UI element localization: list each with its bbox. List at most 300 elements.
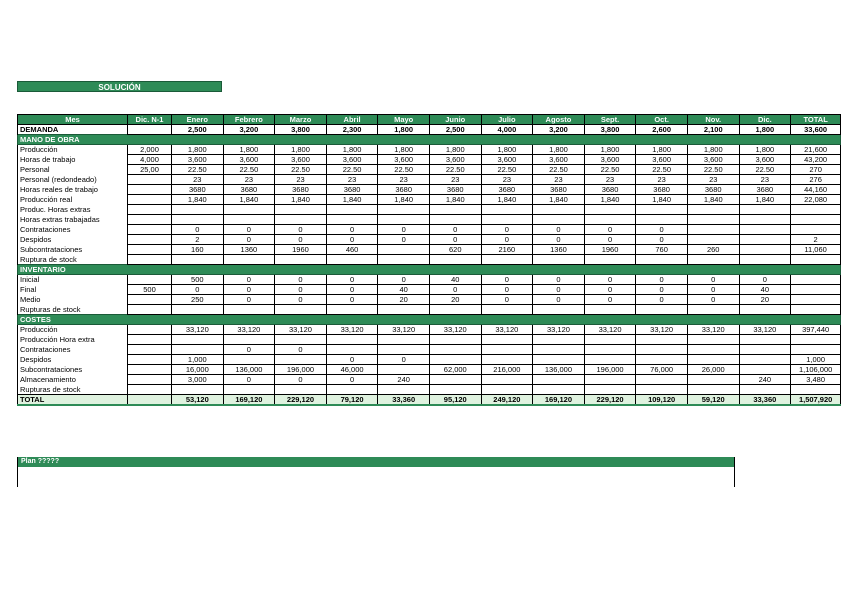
table-cell: 23 — [481, 175, 533, 185]
row-label: Produc. Horas extras — [18, 205, 128, 215]
row-label: TOTAL — [18, 395, 128, 406]
table-cell — [791, 345, 841, 355]
table-row — [18, 385, 841, 395]
table-cell: 0 — [378, 235, 430, 245]
section-header-row — [18, 135, 841, 145]
table-cell: 21,600 — [791, 145, 841, 155]
table-cell: 3,600 — [223, 155, 275, 165]
row-label: Personal — [18, 165, 128, 175]
table-cell: 3680 — [172, 185, 224, 195]
row-label: Horas de trabajo — [18, 155, 128, 165]
table-cell — [128, 175, 172, 185]
table-cell: 0 — [223, 345, 275, 355]
table-cell: 169,120 — [223, 395, 275, 406]
table-cell: 0 — [533, 275, 585, 285]
table-cell: 1,000 — [172, 355, 224, 365]
table-cell: 1,800 — [739, 145, 791, 155]
table-cell — [687, 305, 739, 315]
table-cell: 2,000 — [128, 145, 172, 155]
table-cell — [275, 355, 327, 365]
table-row — [18, 305, 841, 315]
table-cell: 33,120 — [533, 325, 585, 335]
table-row — [18, 285, 841, 295]
table-cell — [533, 375, 585, 385]
table-cell: 1960 — [275, 245, 327, 255]
table-cell: 0 — [275, 295, 327, 305]
column-header: Abril — [326, 115, 378, 125]
table-cell — [128, 275, 172, 285]
table-cell: 23 — [378, 175, 430, 185]
row-label: Subcontrataciones — [18, 245, 128, 255]
table-cell: 0 — [275, 375, 327, 385]
table-cell: 0 — [687, 275, 739, 285]
table-cell: 2 — [172, 235, 224, 245]
table-cell — [128, 245, 172, 255]
table-row — [18, 175, 841, 185]
table-cell: 0 — [584, 235, 636, 245]
table-cell: 1,800 — [275, 145, 327, 155]
table-cell: 22.50 — [636, 165, 688, 175]
table-cell: 0 — [326, 355, 378, 365]
table-cell: 0 — [326, 235, 378, 245]
table-cell — [128, 345, 172, 355]
table-cell — [429, 375, 481, 385]
table-cell: 216,000 — [481, 365, 533, 375]
table-cell — [636, 345, 688, 355]
table-cell — [429, 385, 481, 395]
table-cell — [481, 385, 533, 395]
table-cell — [326, 385, 378, 395]
table-cell — [791, 275, 841, 285]
table-cell — [172, 335, 224, 345]
table-cell: 26,000 — [687, 365, 739, 375]
table-cell — [636, 305, 688, 315]
table-cell — [533, 385, 585, 395]
table-cell: 160 — [172, 245, 224, 255]
table-cell — [739, 355, 791, 365]
table-cell: 0 — [378, 355, 430, 365]
row-label: Producción — [18, 145, 128, 155]
row-label: Almacenamiento — [18, 375, 128, 385]
table-cell — [687, 255, 739, 265]
table-cell: 33,120 — [326, 325, 378, 335]
table-cell: 22.50 — [275, 165, 327, 175]
row-label: Inicial — [18, 275, 128, 285]
table-cell — [223, 355, 275, 365]
table-cell — [636, 255, 688, 265]
table-cell: 33,120 — [687, 325, 739, 335]
table-cell: 249,120 — [481, 395, 533, 406]
table-cell — [791, 335, 841, 345]
table-cell: 33,120 — [275, 325, 327, 335]
table-cell — [429, 305, 481, 315]
table-cell: 33,120 — [378, 325, 430, 335]
table-cell: 1,840 — [429, 195, 481, 205]
table-cell: 0 — [533, 225, 585, 235]
table-cell: 1,840 — [223, 195, 275, 205]
table-cell: 1,840 — [687, 195, 739, 205]
table-cell — [326, 255, 378, 265]
table-cell: 0 — [223, 375, 275, 385]
table-row — [18, 335, 841, 345]
table-cell — [128, 385, 172, 395]
table-cell — [739, 215, 791, 225]
table-cell — [429, 355, 481, 365]
table-cell: 1,800 — [172, 145, 224, 155]
table-cell — [739, 365, 791, 375]
table-cell — [739, 225, 791, 235]
table-cell: 196,000 — [584, 365, 636, 375]
table-cell — [791, 215, 841, 225]
table-cell: 62,000 — [429, 365, 481, 375]
table-cell: 3,600 — [533, 155, 585, 165]
table-cell: 33,120 — [739, 325, 791, 335]
table-cell: 23 — [687, 175, 739, 185]
table-cell: 2,300 — [326, 125, 378, 135]
table-cell — [128, 305, 172, 315]
table-row — [18, 375, 841, 385]
table-cell: 20 — [429, 295, 481, 305]
table-cell: 0 — [533, 285, 585, 295]
table-cell — [275, 385, 327, 395]
table-cell: 1,840 — [636, 195, 688, 205]
table-row — [18, 345, 841, 355]
table-cell — [128, 295, 172, 305]
table-cell: 3680 — [584, 185, 636, 195]
table-cell: 169,120 — [533, 395, 585, 406]
table-cell: 0 — [275, 275, 327, 285]
table-cell — [378, 255, 430, 265]
table-cell — [378, 305, 430, 315]
column-header: Oct. — [636, 115, 688, 125]
table-cell — [128, 215, 172, 225]
column-header: Mes — [18, 115, 128, 125]
table-cell — [275, 255, 327, 265]
table-cell: 0 — [223, 225, 275, 235]
table-cell: 76,000 — [636, 365, 688, 375]
table-cell: 23 — [739, 175, 791, 185]
table-cell: 3680 — [378, 185, 430, 195]
table-cell — [584, 385, 636, 395]
table-row — [18, 295, 841, 305]
table-cell: 136,000 — [223, 365, 275, 375]
table-cell: 33,120 — [636, 325, 688, 335]
solution-banner: SOLUCIÓN — [17, 81, 222, 92]
table-cell — [636, 205, 688, 215]
table-cell: 1,840 — [481, 195, 533, 205]
table-cell: 0 — [172, 285, 224, 295]
table-cell: 1,800 — [584, 145, 636, 155]
table-cell: 1,106,000 — [791, 365, 841, 375]
table-cell: 0 — [326, 285, 378, 295]
table-cell: 0 — [533, 295, 585, 305]
section-header-row — [18, 265, 841, 275]
table-cell: 0 — [533, 235, 585, 245]
table-row — [18, 245, 841, 255]
table-cell — [791, 305, 841, 315]
table-cell — [687, 205, 739, 215]
table-row — [18, 215, 841, 225]
row-label: Rupturas de stock — [18, 385, 128, 395]
table-cell — [584, 355, 636, 365]
table-cell: 22.50 — [481, 165, 533, 175]
table-cell — [533, 305, 585, 315]
table-cell: 620 — [429, 245, 481, 255]
table-cell: 3,600 — [429, 155, 481, 165]
table-cell: 0 — [687, 285, 739, 295]
table-cell: 0 — [636, 285, 688, 295]
table-cell — [481, 335, 533, 345]
table-cell — [128, 395, 172, 406]
table-cell: 240 — [739, 375, 791, 385]
table-cell — [128, 125, 172, 135]
row-label: Despidos — [18, 235, 128, 245]
table-cell: 33,120 — [481, 325, 533, 335]
table-cell — [636, 335, 688, 345]
table-cell — [533, 215, 585, 225]
table-cell: 22.50 — [172, 165, 224, 175]
table-cell: 0 — [172, 225, 224, 235]
table-cell: 0 — [378, 225, 430, 235]
table-cell — [378, 215, 430, 225]
row-label: Despidos — [18, 355, 128, 365]
table-cell: 11,060 — [791, 245, 841, 255]
table-cell: 1,840 — [275, 195, 327, 205]
table-cell — [739, 235, 791, 245]
table-cell — [791, 255, 841, 265]
row-label: Ruptura de stock — [18, 255, 128, 265]
table-cell: 1,800 — [739, 125, 791, 135]
table-cell: 0 — [636, 275, 688, 285]
table-cell — [481, 205, 533, 215]
table-cell — [533, 355, 585, 365]
table-cell — [791, 225, 841, 235]
table-cell — [128, 195, 172, 205]
table-row — [18, 185, 841, 195]
table-cell: 2,500 — [429, 125, 481, 135]
table-row — [18, 225, 841, 235]
table-cell — [429, 215, 481, 225]
table-cell: 3,600 — [275, 155, 327, 165]
table-cell — [533, 255, 585, 265]
table-row — [18, 165, 841, 175]
row-label: Horas reales de trabajo — [18, 185, 128, 195]
table-cell: 0 — [481, 285, 533, 295]
table-cell — [687, 355, 739, 365]
table-cell: 0 — [739, 275, 791, 285]
table-row — [18, 235, 841, 245]
table-cell — [128, 355, 172, 365]
table-cell: 1360 — [533, 245, 585, 255]
table-cell — [128, 335, 172, 345]
table-cell — [636, 385, 688, 395]
table-cell — [791, 285, 841, 295]
table-cell: 44,160 — [791, 185, 841, 195]
table-cell — [378, 365, 430, 375]
table-cell: 0 — [223, 235, 275, 245]
table-cell: 3,600 — [636, 155, 688, 165]
table-cell: 23 — [429, 175, 481, 185]
table-cell — [791, 295, 841, 305]
table-cell: 40 — [378, 285, 430, 295]
row-label: Final — [18, 285, 128, 295]
table-cell: 0 — [481, 235, 533, 245]
table-cell — [172, 345, 224, 355]
table-cell: 25,00 — [128, 165, 172, 175]
table-cell: 0 — [275, 285, 327, 295]
table-cell: 240 — [378, 375, 430, 385]
table-cell: 109,120 — [636, 395, 688, 406]
table-cell: 1,800 — [378, 125, 430, 135]
table-cell: 0 — [326, 275, 378, 285]
table-cell: 3,600 — [687, 155, 739, 165]
table-cell — [223, 335, 275, 345]
table-cell — [429, 335, 481, 345]
table-cell: 229,120 — [275, 395, 327, 406]
table-cell: 3680 — [275, 185, 327, 195]
column-header: Julio — [481, 115, 533, 125]
table-cell: 3680 — [429, 185, 481, 195]
table-cell — [636, 215, 688, 225]
table-cell — [584, 375, 636, 385]
table-cell — [739, 305, 791, 315]
column-header: Sept. — [584, 115, 636, 125]
table-cell: 0 — [429, 225, 481, 235]
table-cell — [584, 345, 636, 355]
table-cell: 276 — [791, 175, 841, 185]
table-cell: 79,120 — [326, 395, 378, 406]
table-cell — [128, 325, 172, 335]
table-cell — [172, 385, 224, 395]
table-cell — [791, 385, 841, 395]
table-cell: 1,840 — [378, 195, 430, 205]
table-cell — [378, 335, 430, 345]
table-cell: 22.50 — [378, 165, 430, 175]
row-label: Contrataciones — [18, 345, 128, 355]
table-row — [18, 355, 841, 365]
table-cell — [739, 205, 791, 215]
table-cell: 23 — [533, 175, 585, 185]
table-cell: 2,100 — [687, 125, 739, 135]
table-cell: 3680 — [326, 185, 378, 195]
table-cell: 23 — [172, 175, 224, 185]
table-cell — [687, 375, 739, 385]
table-cell: 0 — [584, 275, 636, 285]
table-cell — [326, 345, 378, 355]
table-cell: 760 — [636, 245, 688, 255]
table-cell: 1360 — [223, 245, 275, 255]
table-cell: 3680 — [533, 185, 585, 195]
table-cell: 1,800 — [223, 145, 275, 155]
table-cell — [128, 255, 172, 265]
table-cell — [128, 205, 172, 215]
table-cell: 33,600 — [791, 125, 841, 135]
row-label: DEMANDA — [18, 125, 128, 135]
table-cell: 23 — [275, 175, 327, 185]
table-cell — [223, 255, 275, 265]
table-header-row — [18, 115, 841, 125]
table-cell — [128, 225, 172, 235]
table-cell: 43,200 — [791, 155, 841, 165]
table-cell: 33,120 — [223, 325, 275, 335]
table-cell: 16,000 — [172, 365, 224, 375]
total-row — [18, 395, 841, 406]
table-cell: 40 — [429, 275, 481, 285]
table-cell: 0 — [223, 285, 275, 295]
table-cell: 0 — [481, 275, 533, 285]
table-cell: 33,120 — [172, 325, 224, 335]
table-cell — [533, 205, 585, 215]
column-header: Junio — [429, 115, 481, 125]
table-cell: 0 — [275, 225, 327, 235]
table-cell: 22.50 — [326, 165, 378, 175]
table-cell: 1,507,920 — [791, 395, 841, 406]
table-cell: 3680 — [223, 185, 275, 195]
table-cell: 23 — [223, 175, 275, 185]
column-header: TOTAL — [791, 115, 841, 125]
column-header: Nov. — [687, 115, 739, 125]
section-header-row — [18, 315, 841, 325]
table-cell — [687, 215, 739, 225]
table-cell: 0 — [223, 295, 275, 305]
table-cell: 1,000 — [791, 355, 841, 365]
table-cell — [739, 335, 791, 345]
table-cell: 33,120 — [429, 325, 481, 335]
table-cell — [429, 345, 481, 355]
table-cell — [326, 215, 378, 225]
table-cell — [739, 345, 791, 355]
table-cell: 1,800 — [636, 145, 688, 155]
table-cell: 0 — [429, 235, 481, 245]
table-row — [18, 365, 841, 375]
table-cell: 3,200 — [533, 125, 585, 135]
table-cell: 500 — [128, 285, 172, 295]
table-cell: 95,120 — [429, 395, 481, 406]
table-cell: 260 — [687, 245, 739, 255]
table-cell — [378, 245, 430, 255]
table-cell: 0 — [481, 225, 533, 235]
table-cell: 1,800 — [533, 145, 585, 155]
table-cell — [429, 255, 481, 265]
row-label: Producción — [18, 325, 128, 335]
table-cell — [326, 305, 378, 315]
table-cell: 4,000 — [481, 125, 533, 135]
plan-section — [17, 457, 735, 487]
table-cell: 46,000 — [326, 365, 378, 375]
table-cell: 397,440 — [791, 325, 841, 335]
table-cell: 2160 — [481, 245, 533, 255]
table-cell — [584, 255, 636, 265]
table-cell: 22.50 — [533, 165, 585, 175]
table-cell — [128, 185, 172, 195]
table-cell: 1,800 — [326, 145, 378, 155]
production-plan-table — [17, 114, 841, 406]
table-cell — [429, 205, 481, 215]
table-cell — [223, 215, 275, 225]
table-cell: 270 — [791, 165, 841, 175]
table-row — [18, 195, 841, 205]
table-row — [18, 155, 841, 165]
table-cell: 22.50 — [223, 165, 275, 175]
table-cell: 0 — [584, 225, 636, 235]
table-cell — [275, 335, 327, 345]
row-label: Producción Hora extra — [18, 335, 128, 345]
table-cell — [636, 355, 688, 365]
table-cell: 0 — [584, 295, 636, 305]
table-cell — [584, 335, 636, 345]
table-cell: 23 — [326, 175, 378, 185]
row-label: Rupturas de stock — [18, 305, 128, 315]
